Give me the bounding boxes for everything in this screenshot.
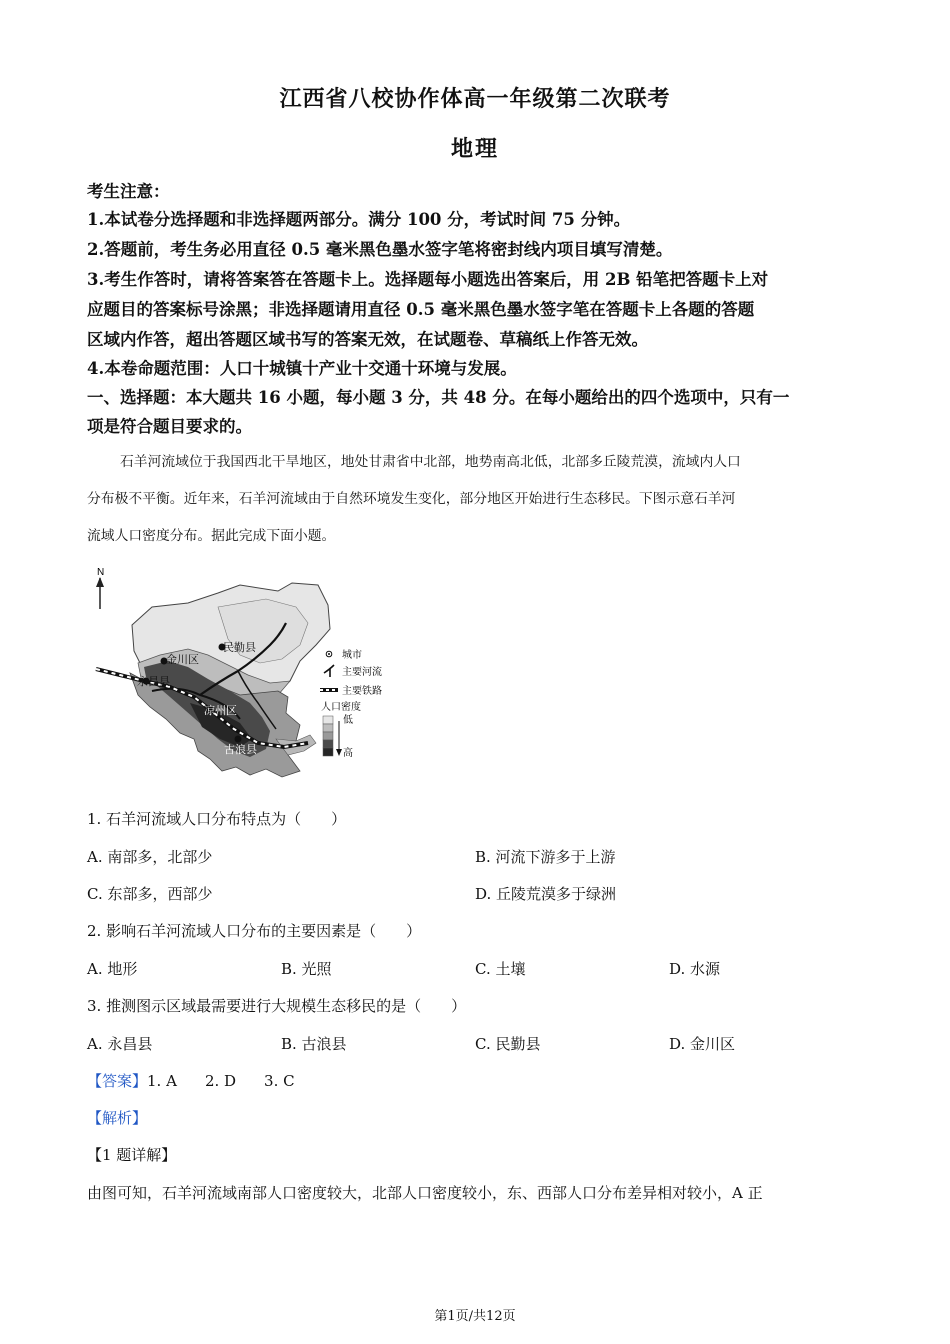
question-option: B. 河流下游多于上游 bbox=[475, 848, 616, 866]
answer-item: 3. C bbox=[264, 1072, 295, 1090]
legend-density: 人口密度 bbox=[321, 702, 361, 713]
answer-line bbox=[87, 1070, 295, 1091]
label-jinchuan: 金川区 bbox=[166, 653, 199, 666]
map-legend bbox=[320, 648, 382, 759]
legend-railway: 主要铁路 bbox=[342, 686, 382, 697]
analysis-tag: 【解析】 bbox=[87, 1109, 148, 1127]
question-option: B. 光照 bbox=[281, 960, 332, 978]
question-stem: 1. 石羊河流域人口分布特点为（ ） bbox=[87, 810, 347, 828]
question-option: C. 土壤 bbox=[475, 960, 526, 978]
notice-item: 1.本试卷分选择题和非选择题两部分。满分 100 分，考试时间 75 分钟。 bbox=[87, 210, 631, 229]
question-stem: 3. 推测图示区域最需要进行大规模生态移民的是（ ） bbox=[87, 997, 467, 1015]
question-option: B. 古浪县 bbox=[281, 1035, 347, 1053]
label-gulang: 古浪县 bbox=[224, 743, 257, 756]
notice-heading: 考生注意： bbox=[87, 182, 170, 201]
label-yongchang: 永昌县 bbox=[137, 675, 170, 688]
answer-tag: 【答案】 bbox=[87, 1072, 148, 1090]
q1-analysis-text: 由图可知，石羊河流域南部人口密度较大，北部人口密度较小，东、西部人口分布差异相对较小，A 正 bbox=[87, 1184, 763, 1202]
legend-low: 低 bbox=[343, 715, 353, 726]
exam-title: 江西省八校协作体高一年级第二次联考 bbox=[279, 86, 671, 112]
notice-item: 2.答题前，考生务必用直径 0.5 毫米黑色墨水签字笔将密封线内项目填写清楚。 bbox=[87, 240, 673, 259]
population-density-map bbox=[90, 563, 400, 788]
legend-river-icon bbox=[324, 665, 334, 677]
passage-line: 石羊河流域位于我国西北干旱地区，地处甘肃省中北部，地势南高北低，北部多丘陵荒漠，流域内人口 bbox=[120, 454, 741, 470]
page-number: 第1页/共12页 bbox=[434, 1309, 516, 1324]
legend-city: 城市 bbox=[342, 650, 362, 661]
section-heading: 一、选择题：本大题共 16 小题，每小题 3 分，共 48 分。在每小题给出的四个选项中，只有一 bbox=[87, 388, 790, 407]
notice-item: 应题目的答案标号涂黑；非选择题请用直径 0.5 毫米黑色墨水签字笔在答题卡上各题的答题 bbox=[87, 300, 755, 319]
notice-item: 3.考生作答时，请将答案答在答题卡上。选择题每小题选出答案后，用 2B 铅笔把答题卡上对 bbox=[87, 270, 769, 289]
notice-item: 区域内作答，超出答题区域书写的答案无效，在试题卷、草稿纸上作答无效。 bbox=[87, 330, 648, 349]
subject-title: 地理 bbox=[450, 136, 499, 162]
legend-high: 高 bbox=[343, 748, 353, 759]
answer-item: 2. D bbox=[204, 1072, 237, 1090]
notice-item: 4.本卷命题范围：人口十城镇十产业十交通十环境与发展。 bbox=[87, 359, 517, 378]
answer-item: 1. A bbox=[147, 1072, 177, 1090]
label-liangzhou: 凉州区 bbox=[204, 704, 237, 717]
question-option: D. 水源 bbox=[669, 960, 721, 978]
question-option: A. 南部多，北部少 bbox=[87, 848, 213, 866]
section-heading-cont: 项是符合题目要求的。 bbox=[87, 417, 252, 436]
question-option: C. 民勤县 bbox=[475, 1035, 541, 1053]
question-option: A. 地形 bbox=[87, 960, 138, 978]
north-arrowhead-icon bbox=[96, 577, 104, 587]
passage-line: 流域人口密度分布。据此完成下面小题。 bbox=[87, 528, 336, 544]
question-option: A. 永昌县 bbox=[87, 1035, 153, 1053]
question-option: D. 丘陵荒漠多于绿洲 bbox=[475, 885, 617, 903]
label-minqin: 民勤县 bbox=[223, 641, 256, 654]
city-icon bbox=[235, 736, 242, 743]
q1-analysis-tag: 【1 题详解】 bbox=[87, 1146, 177, 1164]
passage-line: 分布极不平衡。近年来，石羊河流域由于自然环境发生变化，部分地区开始进行生态移民。下图示意石羊河 bbox=[87, 491, 736, 507]
north-label: N bbox=[97, 567, 105, 578]
question-option: D. 金川区 bbox=[669, 1035, 736, 1053]
legend-river: 主要河流 bbox=[342, 667, 382, 678]
question-option: C. 东部多，西部少 bbox=[87, 885, 213, 903]
question-stem: 2. 影响石羊河流域人口分布的主要因素是（ ） bbox=[87, 922, 422, 940]
